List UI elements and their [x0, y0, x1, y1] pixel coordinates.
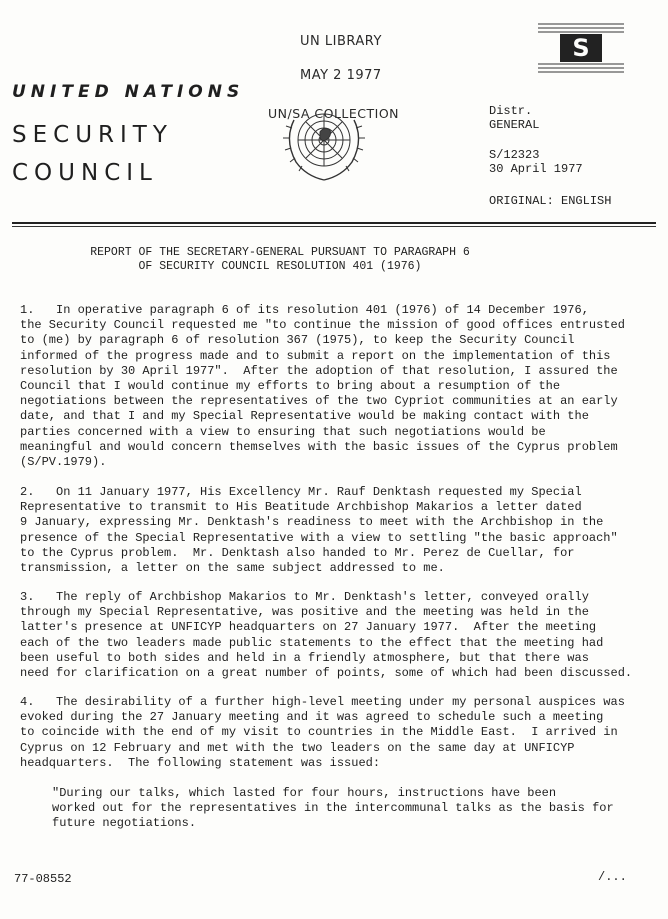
continuation-mark: /...: [598, 870, 627, 884]
distribution-label: Distr.: [489, 104, 533, 118]
date-stamp: MAY 2 1977: [300, 68, 382, 83]
original-language: ORIGINAL: ENGLISH: [489, 194, 612, 208]
document-date: 30 April 1977: [489, 162, 583, 176]
report-title-line1: REPORT OF THE SECRETARY-GENERAL PURSUANT TO PARAGRAPH 6: [90, 246, 470, 259]
un-emblem-icon: [274, 96, 374, 192]
header-rule-thin: [12, 226, 656, 227]
paragraph-2: 2. On 11 January 1977, His Excellency Mr. Rauf Denktash requested my Special Representative to transmit to His Beatitude Archbishop Makarios a letter dated 9 January, expressing Mr. Denktash's readiness to meet with the Archbishop in the presence of the Special Representative with a view to settling "the basic approach" to the Cyprus problem. Mr. Denktash also handed to Mr. Perez de Cuellar, for transmission, a letter on the same subject addressed to me.: [20, 485, 618, 576]
logo-letter: S: [572, 34, 590, 62]
paragraph-4: 4. The desirability of a further high-level meeting under my personal auspices was evoked during the 27 January meeting and it was agreed to schedule such a meeting to coincide with the end of my visit to countries in the Middle East. I arrived in Cyprus on 12 February and met with the two leaders on the same day at UNFICYP headquarters. The following statement was issued:: [20, 695, 625, 770]
document-number: 77-08552: [14, 872, 72, 886]
org-united-nations: UNITED NATIONS: [12, 82, 245, 102]
paragraph-1: 1. In operative paragraph 6 of its resolution 401 (1976) of 14 December 1976, the Security Council requested me "to continue the mission of good offices entrusted to (me) by paragraph 6 of resolution 367 (1975), to keep the Security Council informed of the progress made and to submit a report on the implementation of this resolution by 30 April 1977". After the adoption of that resolution, I assured the Council that I would continue my efforts to bring about a resumption of the negotiations between the representatives of the two Cypriot communities at an early date, and that I and my Special Representative would be making contact with the parties concerned with a view to ensuring that such negotiations would be meaningful and would concern themselves with the basic issues of the Cyprus problem (S/PV.1979).: [20, 303, 625, 470]
org-council: COUNCIL: [12, 160, 158, 186]
quoted-statement: "During our talks, which lasted for four hours, instructions have been worked out for the representatives in the intercommunal talks as the basis for future negotiations.: [52, 786, 614, 831]
document-symbol: S/12323: [489, 148, 540, 162]
collection-stamp: UN/SA COLLECTION: [268, 106, 400, 121]
distribution-value: GENERAL: [489, 118, 540, 132]
report-title-line2: OF SECURITY COUNCIL RESOLUTION 401 (1976): [138, 260, 422, 273]
header-rule: [12, 222, 656, 224]
security-council-logo: [538, 20, 624, 74]
library-stamp: UN LIBRARY: [300, 34, 382, 49]
org-security: SECURITY: [12, 122, 173, 148]
paragraph-3: 3. The reply of Archbishop Makarios to Mr. Denktash's letter, conveyed orally through my Special Representative, was positive and the meeting was held in the latter's presence at UNFICYP headquarters on 27 January 1977. After the meeting each of the two leaders made public statements to the effect that the meeting had been useful to both sides and held in a friendly atmosphere, but that there was need for clarification on a great number of points, some of which had been discussed.: [20, 590, 633, 681]
